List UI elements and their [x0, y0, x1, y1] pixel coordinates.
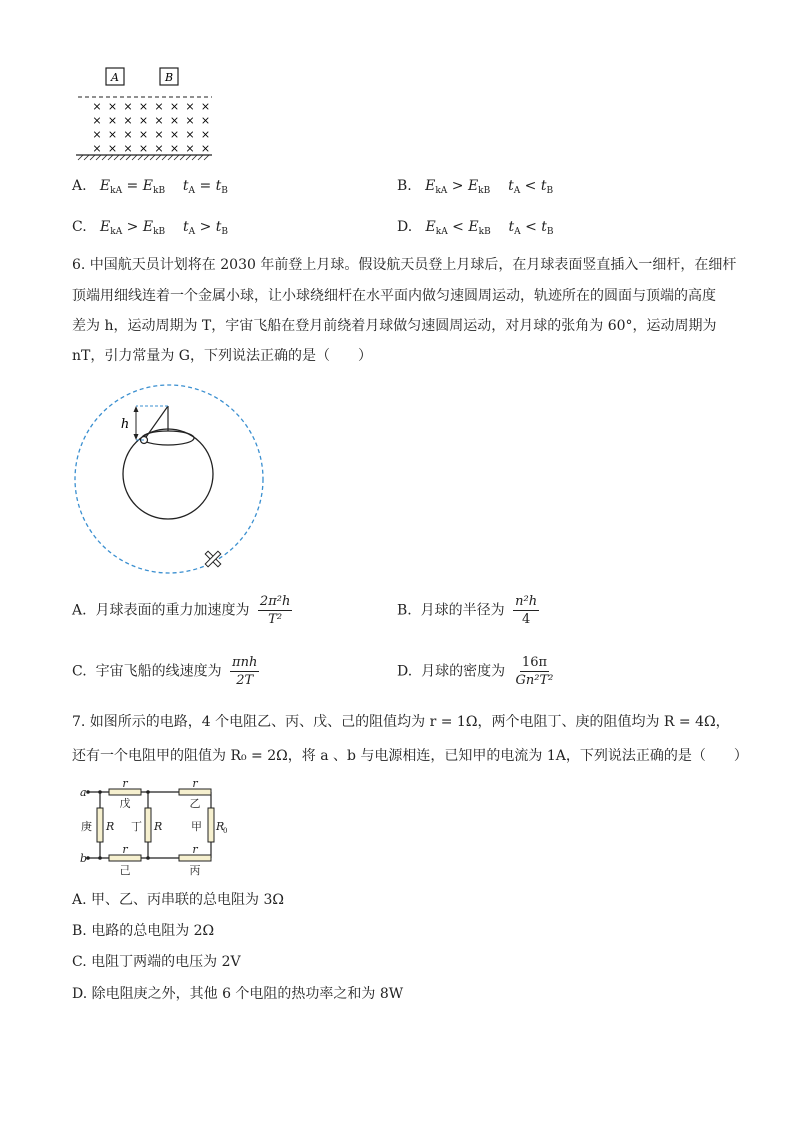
field-cross-symbol: × — [154, 142, 164, 155]
q7-option-c[interactable]: C. 电阻丁两端的电压为 2V — [72, 954, 241, 970]
q6-stem-line-2: 顶端用细线连着一个金属小球，让小球绕细杆在水平面内做匀速圆周运动，轨迹所在的圆面与顶端的高度 — [72, 288, 716, 304]
field-cross-symbol: × — [200, 142, 211, 155]
bing-name-label: 丙 — [189, 864, 201, 877]
field-cross-symbol: × — [185, 114, 195, 127]
q6-stem-line-1: 6. 中国航天员计划将在 2030 年前登上月球。假设航天员登上月球后，在月球表面竖直插入一细杆，在细杆 — [72, 257, 737, 273]
geng-R-label: R — [106, 820, 115, 833]
q5-option-c[interactable]: C. $E_{kA} > E_{kB}$ $t_A > t_B$ — [72, 219, 229, 237]
ding-name-label: 丁 — [131, 820, 142, 833]
junction — [98, 856, 102, 860]
field-cross-grid — [92, 100, 210, 155]
q7-stem-line-2: 还有一个电阻甲的阻值为 R₀ = 2Ω，将 a 、b 与电源相连，已知甲的电流为 1A，下列说法正确的是（ ） — [72, 748, 748, 764]
field-cross-symbol: × — [200, 100, 211, 113]
node-b-label: b — [80, 852, 88, 865]
q6-option-a-fraction: $\frac{\text{2π²h}}{\text{T²}}$ — [259, 594, 291, 627]
jia-R0-sub: 0 — [223, 827, 228, 835]
height-arrow-down-head — [134, 434, 139, 440]
field-cross-symbol: × — [107, 128, 118, 141]
field-cross-symbol: × — [138, 128, 149, 141]
junction — [146, 856, 150, 860]
field-cross-symbol: × — [92, 128, 102, 141]
yi-r-label: r — [192, 777, 198, 790]
field-cross-symbol: × — [123, 142, 133, 155]
q6-option-b[interactable]: B. 月球的半径为 $\frac{\text{n²h}}{4}$ — [397, 594, 538, 627]
q6-option-c-fraction: $\frac{\text{πnh}}{2T}$ — [232, 655, 258, 688]
field-cross-symbol: × — [154, 114, 164, 127]
field-cross-symbol: × — [123, 128, 133, 141]
height-label: h — [120, 417, 130, 432]
q6-stem-line-3: 差为 h，运动周期为 T，宇宙飞船在登月前绕着月球做匀速圆周运动，对月球的张角为 60°，运动周期为 — [72, 318, 717, 334]
q6-option-b-fraction: $\frac{\text{n²h}}{4}$ — [515, 594, 538, 627]
ji-r-label: r — [122, 843, 128, 856]
q6-option-a[interactable]: A. 月球表面的重力加速度为 $\frac{\text{2π²h}}{\text{T²}}$ — [72, 594, 291, 627]
q6-option-c[interactable]: C. 宇宙飞船的线速度为 $\frac{\text{πnh}}{2T}$ — [72, 655, 258, 688]
yi-name-label: 乙 — [189, 797, 201, 810]
field-cross-symbol: × — [107, 100, 118, 113]
spacecraft-icon — [200, 546, 225, 571]
bing-r-label: r — [192, 843, 198, 856]
circuit-diagram — [75, 777, 228, 883]
field-cross-symbol: × — [123, 114, 133, 127]
wu-name-label: 戊 — [119, 797, 131, 810]
junction — [146, 790, 150, 794]
q7-option-b[interactable]: B. 电路的总电阻为 2Ω — [72, 923, 215, 939]
q7-option-a[interactable]: A. 甲、乙、丙串联的总电阻为 3Ω — [72, 892, 284, 908]
field-cross-symbol: × — [169, 128, 180, 141]
moon-orbit-figure — [70, 385, 270, 580]
field-cross-symbol: × — [185, 128, 195, 141]
field-cross-symbol: × — [200, 114, 211, 127]
field-cross-symbol: × — [107, 114, 118, 127]
field-cross-symbol: × — [92, 114, 102, 127]
resistor-jia — [208, 808, 214, 842]
resistor-geng — [97, 808, 103, 842]
magnetic-field-figure — [70, 60, 220, 165]
moon-circle — [123, 429, 213, 519]
q5-option-d[interactable]: D. $E_{kA} < E_{kB}$ $t_A < t_B$ — [397, 219, 554, 237]
field-cross-symbol: × — [169, 100, 180, 113]
ji-name-label: 己 — [119, 864, 131, 877]
junction — [98, 790, 102, 794]
field-cross-symbol: × — [138, 142, 149, 155]
jia-name-label: 甲 — [191, 820, 202, 833]
field-cross-symbol: × — [169, 142, 180, 155]
height-arrow-up-head — [134, 406, 139, 412]
ball-trajectory-ellipse — [142, 431, 194, 445]
field-cross-symbol: × — [154, 100, 164, 113]
field-cross-symbol: × — [123, 100, 133, 113]
node-a-label: a — [80, 786, 87, 799]
field-cross-symbol: × — [169, 114, 180, 127]
q5-option-a[interactable]: A. $E_{kA} = E_{kB}$ $t_A = t_B$ — [72, 178, 228, 196]
string-line — [144, 406, 168, 440]
field-cross-symbol: × — [138, 114, 149, 127]
field-cross-symbol: × — [200, 128, 211, 141]
jia-R0-label: R — [216, 820, 225, 833]
orbit-dashed-circle — [75, 385, 263, 573]
field-cross-symbol: × — [185, 142, 195, 155]
field-cross-symbol: × — [107, 142, 118, 155]
terminal-a — [86, 790, 90, 794]
particle-a-label: A — [111, 71, 119, 84]
q6-option-d[interactable]: D. 月球的密度为 $\frac{16\pi}{\text{Gn²T²}}$ — [397, 655, 554, 688]
field-cross-symbol: × — [92, 142, 102, 155]
geng-name-label: 庚 — [81, 820, 92, 833]
q5-option-b[interactable]: B. $E_{kA} > E_{kB}$ $t_A < t_B$ — [397, 178, 554, 196]
q6-option-d-fraction: $\frac{16\pi}{\text{Gn²T²}}$ — [515, 655, 554, 688]
field-cross-symbol: × — [185, 100, 195, 113]
field-cross-symbol: × — [138, 100, 149, 113]
field-cross-symbol: × — [92, 100, 102, 113]
wu-r-label: r — [122, 777, 128, 790]
particle-b-label: B — [164, 71, 174, 84]
q6-stem-line-4: nT，引力常量为 G，下列说法正确的是（ ） — [72, 348, 372, 364]
resistor-ding — [145, 808, 151, 842]
ding-R-label: R — [154, 820, 163, 833]
ground-hatch — [78, 155, 209, 160]
q7-option-d[interactable]: D. 除电阻庚之外，其他 6 个电阻的热功率之和为 8W — [72, 986, 404, 1002]
q7-stem-line-1: 7. 如图所示的电路，4 个电阻乙、丙、戊、己的阻值均为 r = 1Ω，两个电阻丁、庚的阻值均为 R = 4Ω， — [72, 714, 730, 730]
field-cross-symbol: × — [154, 128, 164, 141]
